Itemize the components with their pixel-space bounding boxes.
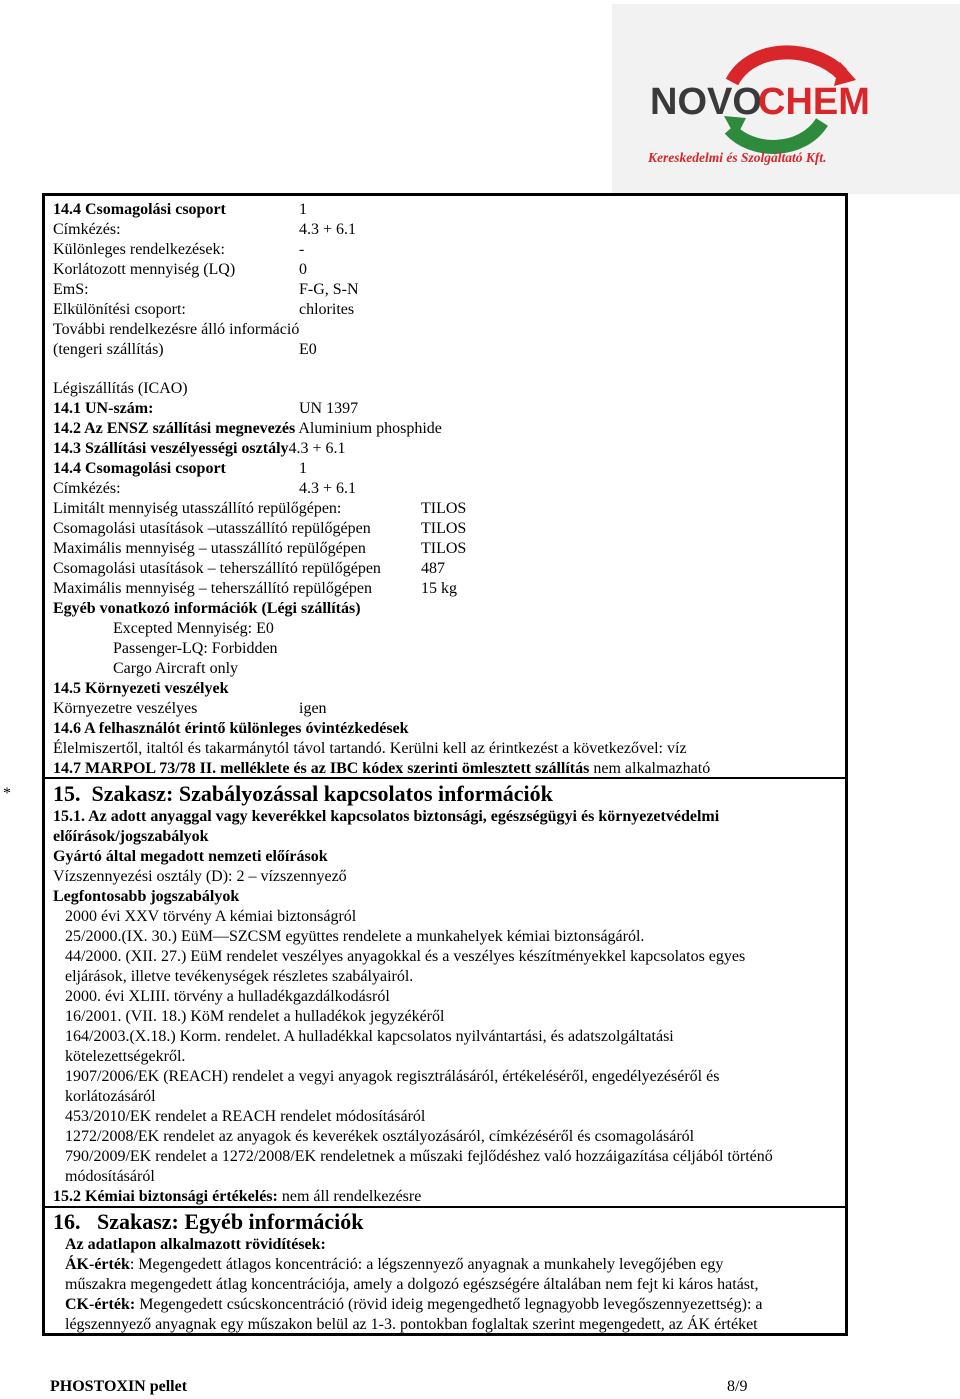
company-logo xyxy=(612,4,960,194)
air-other-item: Passenger-LQ: Forbidden xyxy=(113,640,278,657)
sea-info-label-1: További rendelkezésre álló információ xyxy=(53,321,300,338)
sea-lq-value: 0 xyxy=(299,261,307,278)
air-row-label: Csomagolási utasítások – teherszállító repülőgépen xyxy=(53,560,381,577)
law-line: 164/2003.(X.18.) Korm. rendelet. A hulladékkal kapcsolatos nyilvántartási, és adatszolgáltatási xyxy=(65,1028,674,1045)
water-class: Vízszennyezési osztály (D): 2 – vízszennyező xyxy=(53,868,347,885)
air-labels-label: Címkézés: xyxy=(53,480,121,497)
footer-product: PHOSTOXIN pellet xyxy=(50,1378,188,1395)
air-pack-group-label: 14.4 Csomagolási csoport xyxy=(53,460,226,477)
ak-line-1 xyxy=(65,1255,723,1275)
ck-line-1 xyxy=(65,1295,763,1315)
law-line: korlátozásáról xyxy=(65,1088,156,1105)
sea-special-value: - xyxy=(299,241,305,258)
law-line: módosításáról xyxy=(65,1168,155,1185)
air-other-item: Cargo Aircraft only xyxy=(113,660,239,677)
section-16-heading xyxy=(53,1209,363,1235)
law-line: 2000 évi XXV törvény A kémiai biztonságról xyxy=(65,908,357,925)
revision-marker: * xyxy=(3,785,11,802)
section-divider xyxy=(45,777,845,779)
section-16-number: 16. xyxy=(53,1209,81,1234)
ck-term: CK-érték: xyxy=(65,1296,136,1313)
sea-segregation-label: Elkülönítési csoport: xyxy=(53,301,186,318)
s15-sub1-line2: előírások/jogszabályok xyxy=(53,828,209,845)
national-title: Gyártó által megadott nemzeti előírások xyxy=(53,848,328,865)
s15-sub1-line1: 15.1. Az adott anyaggal vagy keverékkel kapcsolatos biztonsági, egészségügyi és környezetvédelmi xyxy=(53,808,720,825)
air-row-label: Maximális mennyiség – teherszállító repülőgépen xyxy=(53,580,373,597)
csa-value: nem áll rendelkezésre xyxy=(281,1188,422,1205)
law-line: 1907/2006/EK (REACH) rendelet a vegyi anyagok regisztrálásáról, értékeléséről, engedélyezéséről és xyxy=(65,1068,720,1085)
env-title: 14.5 Környezeti veszélyek xyxy=(53,680,229,697)
footer-page: 8/9 xyxy=(727,1378,748,1395)
laws-title: Legfontosabb jogszabályok xyxy=(53,888,240,905)
sea-pack-group-value: 1 xyxy=(299,201,307,218)
marpol-value: nem alkalmazható xyxy=(593,760,711,777)
env-label: Környezetre veszélyes xyxy=(53,700,198,717)
sea-pack-group-label: 14.4 Csomagolási csoport xyxy=(53,201,226,218)
sea-lq-label: Korlátozott mennyiség (LQ) xyxy=(53,261,236,278)
precautions-text: Élelmiszertől, italtól és takarmánytól távol tartandó. Kerülni kell az érintkezést a következővel: víz xyxy=(53,740,687,757)
sea-special-label: Különleges rendelkezések: xyxy=(53,241,225,258)
law-line: eljárások, illetve tevékenységek részletes szabályairól. xyxy=(65,968,414,985)
air-pack-group-value: 1 xyxy=(299,460,307,477)
air-other-item: Excepted Mennyiség: E0 xyxy=(113,620,274,637)
ak-text-2: műszakra megengedett átlag koncentrációja, amely a dolgozó egészségére általában nem fejt ki káros hatást, xyxy=(65,1276,759,1293)
law-line: 25/2000.(IX. 30.) EüM—SZCSM együttes rendelete a munkahelyek kémiai biztonságáról. xyxy=(65,928,645,945)
precautions-title: 14.6 A felhasználót érintő különleges óvintézkedések xyxy=(53,720,409,737)
sea-info-label-2: (tengeri szállítás) xyxy=(53,341,164,358)
section-15-title: Szakasz: Szabályozással kapcsolatos információk xyxy=(91,781,553,806)
air-row-value: TILOS xyxy=(421,500,467,517)
logo-wordmark-novo: NOVO xyxy=(650,81,762,123)
marpol-label: 14.7 MARPOL 73/78 II. melléklete és az IBC kódex szerinti ömlesztett szállítás xyxy=(53,760,590,777)
air-row-label: Limitált mennyiség utasszállító repülőgépen: xyxy=(53,500,342,517)
ck-text-1: Megengedett csúcskoncentráció (rövid ideig megengedhető legnagyobb levegőszennyezettség): a xyxy=(135,1296,763,1313)
ak-term: ÁK-érték xyxy=(65,1256,130,1273)
air-labels-value: 4.3 + 6.1 xyxy=(299,480,357,497)
logo-wordmark-chem: CHEM xyxy=(758,81,870,123)
law-line: 2000. évi XLIII. törvény a hulladékgazdálkodásról xyxy=(65,988,390,1005)
document-frame xyxy=(42,193,848,1336)
air-row-value: 487 xyxy=(421,560,445,577)
sea-info-value: E0 xyxy=(299,341,317,358)
air-row-label: Maximális mennyiség – utasszállító repülőgépen xyxy=(53,540,366,557)
marpol-row xyxy=(53,759,710,779)
law-line: 453/2010/EK rendelet a REACH rendelet módosításáról xyxy=(65,1108,426,1125)
law-line: kötelezettségekről. xyxy=(65,1048,186,1065)
sea-labels-label: Címkézés: xyxy=(53,221,121,238)
env-value: igen xyxy=(299,700,327,717)
law-line: 1272/2008/EK rendelet az anyagok és keverékek osztályozásáról, címkézéséről és csomagolásáról xyxy=(65,1128,695,1145)
air-name-value: Aluminium phosphide xyxy=(298,420,442,437)
air-other-title: Egyéb vonatkozó információk (Légi szállítás) xyxy=(53,600,361,617)
law-line: 16/2001. (VII. 18.) KöM rendelet a hulladékok jegyzékéről xyxy=(65,1008,445,1025)
air-class-row xyxy=(53,439,346,459)
section-15-number: 15. xyxy=(53,781,81,806)
ak-text-1: : Megengedett átlagos koncentráció: a légszennyező anyagnak a munkahely levegőjében egy xyxy=(129,1256,724,1273)
air-row-label: Csomagolási utasítások –utasszállító repülőgépen xyxy=(53,520,371,537)
section-16-title: Szakasz: Egyéb információk xyxy=(97,1209,364,1234)
air-un-label: 14.1 UN-szám: xyxy=(53,400,154,417)
sea-segregation-value: chlorites xyxy=(299,301,355,318)
sea-ems-value: F-G, S-N xyxy=(299,281,359,298)
section-divider xyxy=(45,1206,845,1208)
law-line: 790/2009/EK rendelet a 1272/2008/EK rendeletnek a műszaki fejlődéshez való hozzáigazítása céljából történő xyxy=(65,1148,773,1165)
air-row-value: TILOS xyxy=(421,540,467,557)
abbr-title: Az adatlapon alkalmazott rövidítések: xyxy=(65,1236,326,1253)
air-row-value: 15 kg xyxy=(421,580,457,597)
csa-label: 15.2 Kémiai biztonsági értékelés: xyxy=(53,1188,278,1205)
air-class-label: 14.3 Szállítási veszélyességi osztály xyxy=(53,440,289,457)
sea-labels-value: 4.3 + 6.1 xyxy=(299,221,357,238)
air-title: Légiszállítás (ICAO) xyxy=(53,380,188,397)
law-line: 44/2000. (XII. 27.) EüM rendelet veszélyes anyagokkal és a veszélyes készítményekkel kapcsolatos egyes xyxy=(65,948,746,965)
air-name-label: 14.2 Az ENSZ szállítási megnevezés xyxy=(53,420,296,437)
section-15-heading xyxy=(53,781,553,807)
air-name-row xyxy=(53,419,442,439)
csa-row xyxy=(53,1187,421,1207)
air-class-value: 4.3 + 6.1 xyxy=(288,440,346,457)
air-un-value: UN 1397 xyxy=(299,400,359,417)
novochem-logo-graphic xyxy=(612,4,960,194)
ck-text-2: légszennyező anyagnak egy műszakon belül az 1-3. pontokban foglaltak szerint megengedett, az ÁK értéket xyxy=(65,1316,758,1333)
air-row-value: TILOS xyxy=(421,520,467,537)
sea-ems-label: EmS: xyxy=(53,281,89,298)
logo-tagline: Kereskedelmi és Szolgáltató Kft. xyxy=(648,150,827,165)
